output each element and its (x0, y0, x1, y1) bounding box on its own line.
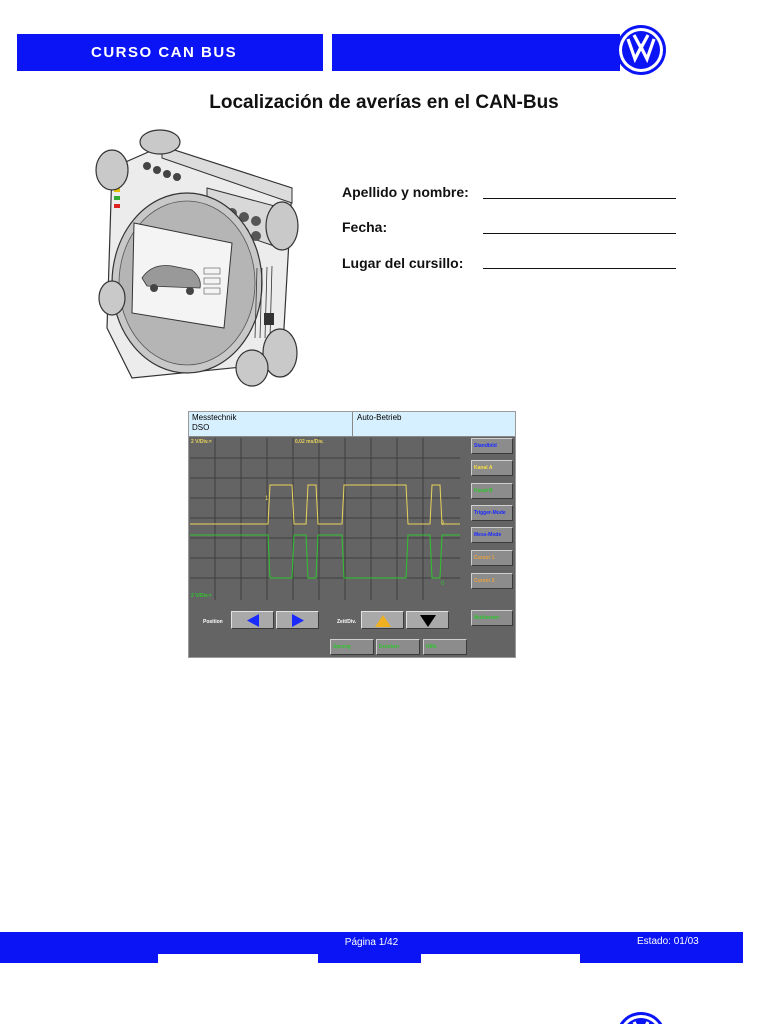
footer-notch (318, 954, 421, 963)
channel-a-scale: 2 V/Div.= (191, 439, 212, 445)
header-right-bar (332, 34, 620, 71)
scope-mode-line2: DSO (192, 423, 210, 432)
svg-text:0: 0 (441, 581, 445, 587)
name-field-line[interactable] (483, 198, 676, 199)
vw-logo-icon (614, 23, 668, 77)
hilfe-button[interactable]: Hilfe (423, 639, 467, 655)
arrow-right-icon (291, 614, 305, 627)
arrow-up-icon (375, 614, 391, 627)
scope-mode-cell (189, 412, 353, 437)
footer-notch (0, 954, 158, 963)
course-title: CURSO CAN BUS (91, 44, 238, 61)
kanal-b-button[interactable]: Kanal B (471, 483, 513, 499)
drucken-button[interactable]: Drucken (376, 639, 420, 655)
time-scale: 0.02 ms/Div. (295, 439, 324, 445)
multimeter-button[interactable]: Multimeter (471, 610, 513, 626)
mess-mode-button[interactable]: Mess-Mode (471, 527, 513, 543)
scope-mode-line1: Messtechnik (192, 413, 237, 422)
kanal-a-button[interactable]: Kanal A (471, 460, 513, 476)
standbild-button[interactable]: Standbild (471, 438, 513, 454)
status-text: Estado: 01/03 (637, 936, 699, 947)
diagnostic-device-illustration (92, 128, 310, 390)
place-label: Lugar del cursillo: (342, 255, 464, 271)
name-label: Apellido y nombre: (342, 184, 469, 200)
date-label: Fecha: (342, 219, 388, 235)
zeit-label: Zeit/Div. (337, 619, 357, 625)
sprung-button[interactable]: Sprung (330, 639, 374, 655)
page-title: Localización de averías en el CAN-Bus (209, 92, 559, 113)
svg-text:1: 1 (265, 496, 269, 502)
cursor-1-button[interactable]: Cursor 1 (471, 550, 513, 566)
page-number: Página 1/42 (344, 937, 399, 948)
header-title-bar (17, 34, 323, 71)
date-field-line[interactable] (483, 233, 676, 234)
position-right-button[interactable] (276, 611, 319, 629)
place-field-line[interactable] (483, 268, 676, 269)
zeit-up-button[interactable] (361, 611, 404, 629)
arrow-left-icon (246, 614, 260, 627)
position-left-button[interactable] (231, 611, 274, 629)
channel-b-scale: 2 V/Div.= (191, 593, 212, 599)
scope-auto-cell: Auto-Betrieb (357, 413, 402, 422)
footer-notch (580, 954, 743, 963)
vw-logo-icon (614, 1010, 668, 1024)
position-label: Position (203, 619, 223, 625)
zeit-down-button[interactable] (406, 611, 449, 629)
oscilloscope-screenshot (188, 411, 516, 658)
cursor-2-button[interactable]: Cursor 2 (471, 573, 513, 589)
scope-header (189, 412, 515, 437)
arrow-down-icon (420, 614, 436, 627)
trigger-mode-button[interactable]: Trigger-Mode (471, 505, 513, 521)
svg-text:0: 0 (441, 521, 445, 527)
scope-plot (190, 438, 460, 600)
